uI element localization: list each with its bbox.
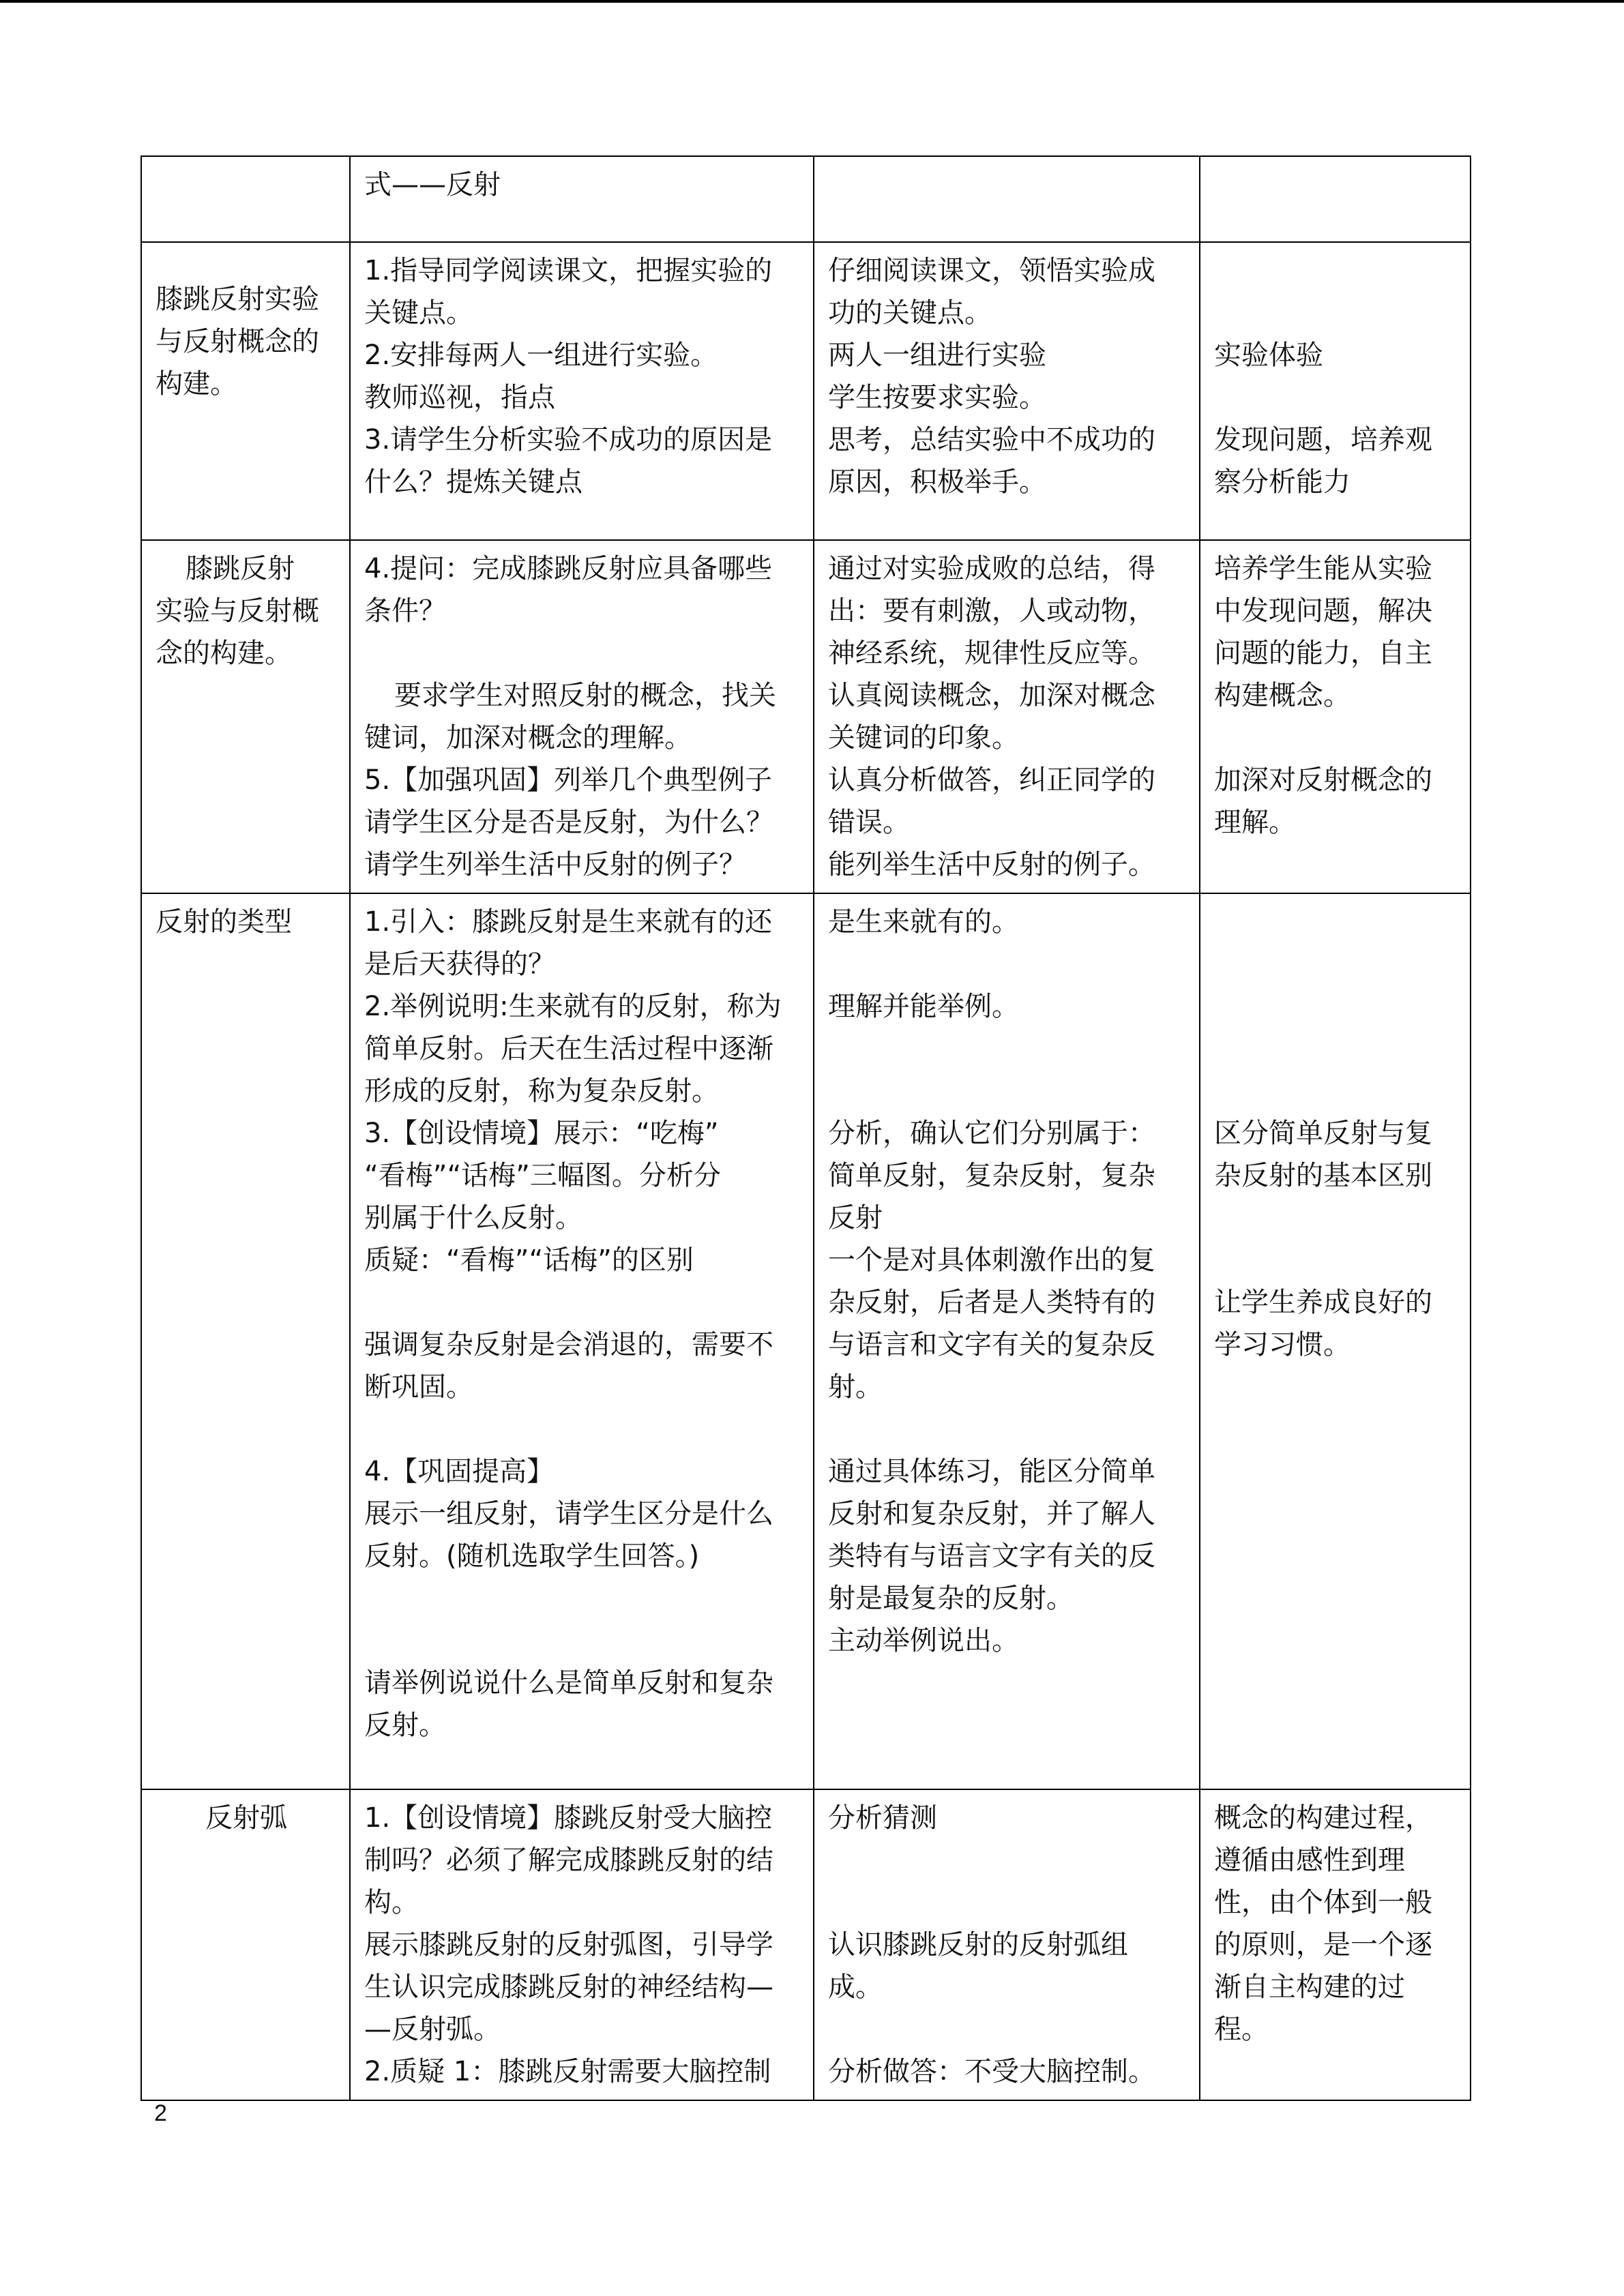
table-row	[141, 156, 1471, 242]
text-line: 加深对反射概念的	[1214, 764, 1432, 796]
text-line: 射是最复杂的反射。	[828, 1583, 1074, 1614]
text-line: 要求学生对照反射的概念，找关	[394, 680, 776, 711]
text-line: 膝跳反射实验	[156, 284, 319, 315]
teacher-activity-cell	[350, 242, 814, 540]
topic-cell	[141, 540, 350, 893]
text-line: 反射	[828, 1202, 883, 1234]
text-line: 分析做答：不受大脑控制。	[828, 2056, 1155, 2087]
text-line: 2.举例说明:生来就有的反射，称为	[364, 991, 782, 1022]
table-row	[141, 242, 1471, 540]
text-line: 理解。	[1214, 807, 1296, 838]
text-line: 是生来就有的。	[828, 906, 1019, 938]
topic-cell	[141, 156, 350, 242]
text-line: 反射。(随机选取学生回答。)	[364, 1540, 700, 1572]
text-line: 分析，确认它们分别属于：	[828, 1118, 1155, 1149]
text-line: 功的关键点。	[828, 297, 992, 329]
topic-cell	[141, 893, 350, 1789]
page-number: 2	[154, 2100, 167, 2126]
design-purpose-cell	[1200, 540, 1471, 893]
text-line	[1214, 1239, 1458, 1281]
text-line: 理解并能举例。	[828, 991, 1019, 1022]
student-activity-cell	[814, 156, 1200, 242]
text-line	[364, 1620, 801, 1662]
text-line	[1214, 1028, 1458, 1070]
text-line: 3.请学生分析实验不成功的原因是	[364, 424, 773, 456]
text-line: 念的构建。	[156, 638, 292, 669]
text-line: 察分析能力	[1214, 466, 1350, 498]
topic-cell	[141, 1789, 350, 2100]
text-line: 实验与反射概	[156, 595, 319, 627]
text-line	[364, 1281, 801, 1324]
text-line: 5.【加强巩固】列举几个典型例子	[364, 764, 773, 796]
text-line: 生认识完成膝跳反射的神经结构—	[364, 1971, 773, 2003]
text-line: 展示膝跳反射的反射弧图，引导学	[364, 1929, 773, 1960]
text-line	[1214, 717, 1458, 759]
text-line: 展示一组反射，请学生区分是什么	[364, 1498, 773, 1530]
text-line: 构建。	[156, 368, 237, 400]
text-line: 两人一组进行实验	[828, 340, 1046, 371]
text-line	[364, 632, 801, 674]
text-line: 认真阅读概念，加深对概念	[828, 680, 1155, 711]
text-line: 问题的能力，自主	[1214, 638, 1432, 669]
text-line	[364, 1408, 801, 1450]
text-line	[1214, 1070, 1458, 1112]
text-line: 通过具体练习，能区分简单	[828, 1456, 1155, 1487]
text-line: 分析猜测	[828, 1802, 937, 1834]
text-line	[1214, 292, 1458, 334]
teacher-activity-cell	[350, 540, 814, 893]
text-line: 键词，加深对概念的理解。	[364, 722, 692, 754]
student-activity-cell	[814, 1789, 1200, 2100]
text-line: 4.【巩固提高】	[364, 1456, 555, 1487]
text-line: 请学生区分是否是反射，为什么？	[364, 807, 773, 838]
text-line	[828, 1408, 1187, 1450]
text-line: 教师巡视，指点	[364, 382, 555, 413]
teacher-activity-cell	[350, 1789, 814, 2100]
text-line: 能列举生活中反射的例子。	[828, 849, 1155, 880]
text-line: 遵循由感性到理	[1214, 1845, 1405, 1876]
lesson-plan-table	[141, 155, 1471, 2101]
text-line: 学生按要求实验。	[828, 382, 1046, 413]
text-line: 主动举例说出。	[828, 1625, 1019, 1656]
design-purpose-cell	[1200, 156, 1471, 242]
text-line: 类特有与语言文字有关的反	[828, 1540, 1155, 1572]
text-line: 仔细阅读课文，领悟实验成	[828, 255, 1155, 286]
design-purpose-cell	[1200, 893, 1471, 1789]
text-line: 原因，积极举手。	[828, 466, 1046, 498]
student-activity-cell	[814, 893, 1200, 1789]
text-line: 1.指导同学阅读课文，把握实验的	[364, 255, 773, 286]
text-line: 认识膝跳反射的反射弧组	[828, 1929, 1128, 1960]
text-line	[1214, 985, 1458, 1028]
text-line: 神经系统，规律性反应等。	[828, 638, 1155, 669]
text-line: 反射。	[364, 1710, 446, 1741]
text-line: 2.质疑 1：膝跳反射需要大脑控制	[364, 2056, 771, 2087]
text-line: 式——反射	[364, 169, 501, 200]
text-line: 是后天获得的？	[364, 949, 555, 980]
table-row	[141, 540, 1471, 893]
text-line: 形成的反射，称为复杂反射。	[364, 1075, 719, 1107]
design-purpose-cell	[1200, 1789, 1471, 2100]
text-line: 的原则，是一个逐	[1214, 1929, 1432, 1960]
text-line	[1214, 250, 1458, 292]
text-line: 与语言和文字有关的复杂反	[828, 1329, 1155, 1360]
table-row	[141, 1789, 1471, 2100]
student-activity-cell	[814, 540, 1200, 893]
text-line: 思考，总结实验中不成功的	[828, 424, 1155, 456]
text-line: 请举例说说什么是简单反射和复杂	[364, 1667, 773, 1699]
text-line	[828, 943, 1187, 985]
text-line: 关键词的印象。	[828, 722, 1019, 754]
text-line	[1214, 376, 1458, 419]
text-line: 反射的类型	[156, 906, 292, 938]
text-line: 程。	[1214, 2014, 1269, 2045]
text-line: 杂反射，后者是人类特有的	[828, 1287, 1155, 1318]
text-line: 一个是对具体刺激作出的复	[828, 1244, 1155, 1276]
text-line: 1.【创设情境】膝跳反射受大脑控	[364, 1802, 773, 1834]
text-line: 区分简单反射与复	[1214, 1118, 1432, 1149]
text-line: 构。	[364, 1887, 419, 1918]
text-line: 反射和复杂反射，并了解人	[828, 1498, 1155, 1530]
text-line: 1.引入：膝跳反射是生来就有的还	[364, 906, 773, 938]
text-line: 学习习惯。	[1214, 1329, 1350, 1360]
text-line: 条件？	[364, 595, 446, 627]
text-line: 别属于什么反射。	[364, 1202, 582, 1234]
teacher-activity-cell	[350, 156, 814, 242]
text-line: 构建概念。	[1214, 680, 1350, 711]
text-line	[364, 1577, 801, 1620]
text-line: 射。	[828, 1371, 883, 1403]
text-line: 中发现问题，解决	[1214, 595, 1432, 627]
text-line: 反射弧	[205, 1802, 287, 1834]
text-line: 强调复杂反射是会消退的，需要不	[364, 1329, 773, 1360]
text-line	[1214, 901, 1458, 943]
text-line: 制吗？必须了解完成膝跳反射的结	[364, 1845, 773, 1876]
text-line: 断巩固。	[364, 1371, 473, 1403]
text-line: 与反射概念的	[156, 326, 319, 357]
top-border-line	[0, 0, 1624, 3]
text-line	[828, 1028, 1187, 1070]
text-line: 性，由个体到一般	[1214, 1887, 1432, 1918]
text-line: 通过对实验成败的总结，得	[828, 553, 1155, 584]
text-line: 出：要有刺激，人或动物，	[828, 595, 1155, 627]
text-line: —反射弧。	[364, 2014, 501, 2045]
text-line	[1214, 1197, 1458, 1239]
text-line: 膝跳反射	[186, 553, 295, 584]
text-line: 质疑：“看梅”“话梅”的区别	[364, 1244, 694, 1276]
text-line: 让学生养成良好的	[1214, 1287, 1432, 1318]
text-line: 什么？提炼关键点	[364, 466, 582, 498]
text-line: 简单反射。后天在生活过程中逐渐	[364, 1033, 773, 1064]
text-line: 3.【创设情境】展示：“吃梅”	[364, 1118, 719, 1149]
text-line: 渐自主构建的过	[1214, 1971, 1405, 2003]
text-line	[828, 1070, 1187, 1112]
text-line	[828, 2008, 1187, 2051]
topic-cell	[141, 242, 350, 540]
text-line: 认真分析做答，纠正同学的	[828, 764, 1155, 796]
text-line	[828, 1881, 1187, 1924]
text-line	[828, 1839, 1187, 1881]
text-line: 4.提问：完成膝跳反射应具备哪些	[364, 553, 773, 584]
text-line: 杂反射的基本区别	[1214, 1160, 1432, 1191]
text-line: 简单反射，复杂反射，复杂	[828, 1160, 1155, 1191]
text-line: 概念的构建过程，	[1214, 1802, 1432, 1834]
text-line: 请学生列举生活中反射的例子？	[364, 849, 746, 880]
student-activity-cell	[814, 242, 1200, 540]
table-row	[141, 893, 1471, 1789]
text-line: 2.安排每两人一组进行实验。	[364, 340, 718, 371]
text-line: 成。	[828, 1971, 883, 2003]
text-line: 关键点。	[364, 297, 473, 329]
text-line: “看梅”“话梅”三幅图。分析分	[364, 1160, 721, 1191]
text-line: 实验体验	[1214, 340, 1323, 371]
text-line: 错误。	[828, 807, 910, 838]
teacher-activity-cell	[350, 893, 814, 1789]
text-line: 培养学生能从实验	[1214, 553, 1432, 584]
text-line	[1214, 943, 1458, 985]
text-line: 发现问题，培养观	[1214, 424, 1432, 456]
design-purpose-cell	[1200, 242, 1471, 540]
